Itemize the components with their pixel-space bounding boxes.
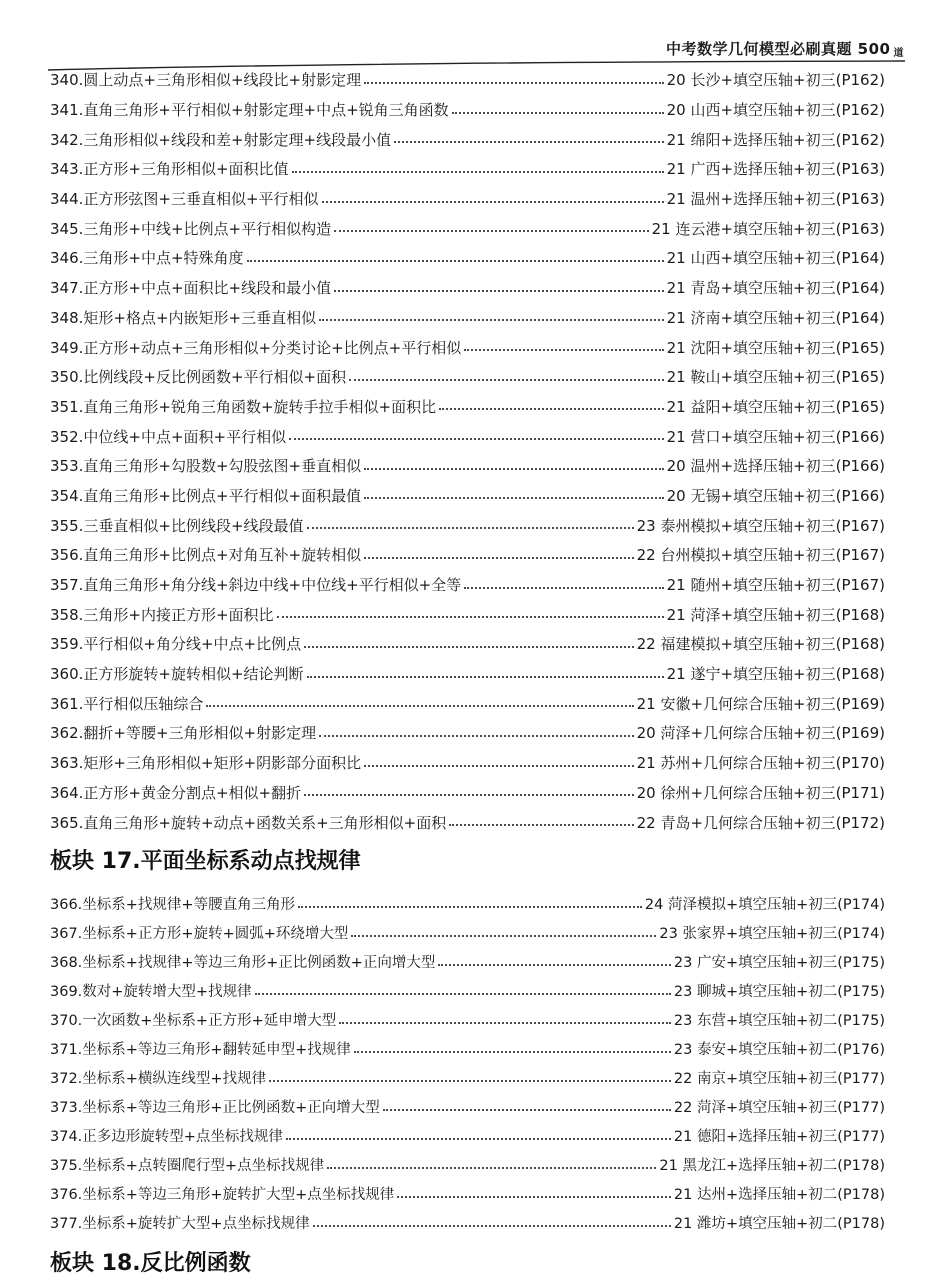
dot-leader <box>397 1196 671 1198</box>
toc-entry-source: 23 泰州模拟+填空压轴+初三(P167) <box>636 516 885 535</box>
dot-leader <box>307 676 664 678</box>
dot-leader <box>286 1138 671 1140</box>
toc-entry-source: 22 福建模拟+填空压轴+初三(P168) <box>636 635 885 654</box>
toc-entry-title: 342.三角形相似+线段和差+射影定理+线段最小值 <box>50 130 392 149</box>
toc-entry-source: 20 温州+选择压轴+初三(P166) <box>666 457 885 476</box>
dot-leader <box>319 735 634 737</box>
toc-entry-title: 373.坐标系+等边三角形+正比例函数+正向增大型 <box>50 1100 380 1116</box>
toc-entry <box>50 599 885 629</box>
toc-entry-title: 345.三角形+中线+比例点+平行相似构造 <box>50 219 332 238</box>
toc-entry-title: 352.中位线+中点+面积+平行相似 <box>50 427 287 446</box>
dot-leader <box>464 587 663 589</box>
toc-entry-source: 20 徐州+几何综合压轴+初三(P171) <box>636 783 885 802</box>
toc-entry-title: 358.三角形+内接正方形+面积比 <box>50 605 274 624</box>
toc-entry-source: 23 泰安+填空压轴+初二(P176) <box>673 1042 885 1058</box>
toc-entry-source: 21 德阳+选择压轴+初三(P177) <box>673 1129 885 1145</box>
toc-entry-source: 22 台州模拟+填空压轴+初三(P167) <box>636 546 885 565</box>
toc-entry <box>50 1150 885 1179</box>
dot-leader <box>327 1167 656 1169</box>
toc-entry-title: 359.平行相似+角分线+中点+比例点 <box>50 635 302 654</box>
toc-entry-source: 20 菏泽+几何综合压轴+初三(P169) <box>636 724 885 743</box>
dot-leader <box>349 379 664 381</box>
toc-entry <box>50 918 885 947</box>
toc-entry-source: 23 张家界+填空压轴+初三(P174) <box>659 926 885 942</box>
dot-leader <box>307 527 634 529</box>
dot-leader <box>289 438 664 440</box>
dot-leader <box>206 705 633 707</box>
dot-leader <box>269 1080 671 1082</box>
toc-entry-title: 357.直角三角形+角分线+斜边中线+中位线+平行相似+全等 <box>50 576 462 595</box>
dot-leader <box>364 82 664 84</box>
toc-entry <box>50 243 885 273</box>
toc-entry <box>50 451 885 481</box>
toc-entry <box>50 184 885 214</box>
toc-list-section-16 <box>50 65 885 837</box>
toc-entry-source: 20 无锡+填空压轴+初三(P166) <box>666 486 885 505</box>
toc-entry-source: 21 黑龙江+选择压轴+初二(P178) <box>659 1158 885 1174</box>
toc-entry <box>50 540 885 570</box>
toc-entry-source: 20 长沙+填空压轴+初三(P162) <box>666 71 885 90</box>
toc-entry-source: 22 菏泽+填空压轴+初三(P177) <box>673 1100 885 1116</box>
dot-leader <box>334 230 649 232</box>
toc-entry <box>50 362 885 392</box>
toc-entry-title: 341.直角三角形+平行相似+射影定理+中点+锐角三角函数 <box>50 101 449 120</box>
toc-entry-title: 364.正方形+黄金分割点+相似+翻折 <box>50 783 302 802</box>
toc-entry <box>50 1092 885 1121</box>
dot-leader <box>334 290 664 292</box>
toc-entry <box>50 718 885 748</box>
toc-entry-title: 348.矩形+格点+内嵌矩形+三垂直相似 <box>50 308 317 327</box>
toc-entry <box>50 629 885 659</box>
toc-entry-title: 369.数对+旋转增大型+找规律 <box>50 984 252 1000</box>
toc-entry-title: 377.坐标系+旋转扩大型+点坐标找规律 <box>50 1216 310 1232</box>
dot-leader <box>319 319 664 321</box>
dot-leader <box>313 1225 671 1227</box>
dot-leader <box>351 935 656 937</box>
dot-leader <box>464 349 663 351</box>
toc-entry-source: 21 遂宁+填空压轴+初三(P168) <box>666 665 885 684</box>
toc-entry-source: 21 连云港+填空压轴+初三(P163) <box>651 219 885 238</box>
toc-entry <box>50 1121 885 1150</box>
toc-entry-source: 22 青岛+几何综合压轴+初三(P172) <box>636 813 885 832</box>
toc-entry <box>50 1208 885 1237</box>
toc-entry <box>50 95 885 125</box>
toc-entry-source: 20 山西+填空压轴+初三(P162) <box>666 101 885 120</box>
toc-entry-title: 366.坐标系+找规律+等腰直角三角形 <box>50 897 296 913</box>
toc-entry <box>50 1179 885 1208</box>
toc-entry-source: 23 广安+填空压轴+初三(P175) <box>673 955 885 971</box>
toc-entry-source: 21 绵阳+选择压轴+初三(P162) <box>666 130 885 149</box>
dot-leader <box>364 557 634 559</box>
dot-leader <box>452 112 664 114</box>
dot-leader <box>394 141 664 143</box>
toc-entry <box>50 510 885 540</box>
toc-entry <box>50 748 885 778</box>
dot-leader <box>255 993 671 995</box>
dot-leader <box>364 765 634 767</box>
toc-entry-source: 21 温州+选择压轴+初三(P163) <box>666 190 885 209</box>
dot-leader <box>449 824 633 826</box>
toc-entry-source: 21 潍坊+填空压轴+初二(P178) <box>673 1216 885 1232</box>
dot-leader <box>247 260 664 262</box>
section-heading-17: 板块 17.平面坐标系动点找规律 <box>50 849 361 874</box>
toc-entry-title: 340.圆上动点+三角形相似+线段比+射影定理 <box>50 71 362 90</box>
toc-entry <box>50 947 885 976</box>
toc-entry-title: 374.正多边形旋转型+点坐标找规律 <box>50 1129 283 1145</box>
toc-entry-title: 360.正方形旋转+旋转相似+结论判断 <box>50 665 304 684</box>
toc-entry-title: 350.比例线段+反比例函数+平行相似+面积 <box>50 368 347 387</box>
toc-entry-title: 356.直角三角形+比例点+对角互补+旋转相似 <box>50 546 362 565</box>
toc-entry <box>50 421 885 451</box>
toc-entry-title: 354.直角三角形+比例点+平行相似+面积最值 <box>50 486 362 505</box>
toc-entry-source: 21 广西+选择压轴+初三(P163) <box>666 160 885 179</box>
toc-entry-source: 21 益阳+填空压轴+初三(P165) <box>666 397 885 416</box>
dot-leader <box>439 408 664 410</box>
toc-entry-title: 372.坐标系+横纵连线型+找规律 <box>50 1071 267 1087</box>
toc-entry-title: 363.矩形+三角形相似+矩形+阴影部分面积比 <box>50 754 362 773</box>
toc-entry-source: 21 鞍山+填空压轴+初三(P165) <box>666 368 885 387</box>
running-header <box>666 38 904 59</box>
dot-leader <box>364 497 664 499</box>
toc-entry <box>50 273 885 303</box>
toc-entry-title: 370.一次函数+坐标系+正方形+延申增大型 <box>50 1013 337 1029</box>
dot-leader <box>322 201 664 203</box>
toc-entry-title: 344.正方形弦图+三垂直相似+平行相似 <box>50 190 319 209</box>
toc-entry-source: 21 山西+填空压轴+初三(P164) <box>666 249 885 268</box>
toc-entry-source: 21 达州+选择压轴+初二(P178) <box>673 1187 885 1203</box>
toc-entry <box>50 1034 885 1063</box>
toc-entry <box>50 392 885 422</box>
toc-entry-title: 355.三垂直相似+比例线段+线段最值 <box>50 516 304 535</box>
toc-entry-source: 21 营口+填空压轴+初三(P166) <box>666 427 885 446</box>
toc-entry-source: 21 菏泽+填空压轴+初三(P168) <box>666 605 885 624</box>
toc-entry-source: 23 聊城+填空压轴+初二(P175) <box>673 984 885 1000</box>
toc-entry-title: 349.正方形+动点+三角形相似+分类讨论+比例点+平行相似 <box>50 338 462 357</box>
dot-leader <box>277 616 664 618</box>
toc-entry <box>50 154 885 184</box>
toc-entry-title: 362.翻折+等腰+三角形相似+射影定理 <box>50 724 317 743</box>
toc-entry <box>50 213 885 243</box>
toc-entry-source: 21 安徽+几何综合压轴+初三(P169) <box>636 694 885 713</box>
toc-entry-title: 371.坐标系+等边三角形+翻转延申型+找规律 <box>50 1042 351 1058</box>
dot-leader <box>339 1022 671 1024</box>
toc-entry-source: 21 苏州+几何综合压轴+初三(P170) <box>636 754 885 773</box>
toc-entry <box>50 1063 885 1092</box>
dot-leader <box>364 468 664 470</box>
dot-leader <box>304 794 634 796</box>
dot-leader <box>438 964 671 966</box>
toc-entry-source: 24 菏泽模拟+填空压轴+初三(P174) <box>644 897 885 913</box>
toc-entry <box>50 889 885 918</box>
toc-entry-title: 353.直角三角形+勾股数+勾股弦图+垂直相似 <box>50 457 362 476</box>
toc-entry-title: 361.平行相似压轴综合 <box>50 694 204 713</box>
toc-entry <box>50 481 885 511</box>
toc-entry-title: 343.正方形+三角形相似+面积比值 <box>50 160 289 179</box>
toc-entry <box>50 65 885 95</box>
dot-leader <box>304 646 634 648</box>
toc-entry-source: 21 济南+填空压轴+初三(P164) <box>666 308 885 327</box>
toc-entry-source: 21 青岛+填空压轴+初三(P164) <box>666 279 885 298</box>
toc-entry <box>50 659 885 689</box>
toc-entry-source: 22 南京+填空压轴+初三(P177) <box>673 1071 885 1087</box>
toc-entry-title: 365.直角三角形+旋转+动点+函数关系+三角形相似+面积 <box>50 813 447 832</box>
toc-entry-source: 21 随州+填空压轴+初三(P167) <box>666 576 885 595</box>
dot-leader <box>354 1051 671 1053</box>
toc-entry-title: 367.坐标系+正方形+旋转+圆弧+环绕增大型 <box>50 926 349 942</box>
toc-entry <box>50 1005 885 1034</box>
toc-entry-title: 346.三角形+中点+特殊角度 <box>50 249 244 268</box>
running-header-title: 中考数学几何模型必刷真题 500 <box>665 40 891 58</box>
toc-entry <box>50 807 885 837</box>
running-header-suffix: 道 <box>893 48 904 59</box>
toc-entry <box>50 976 885 1005</box>
toc-entry <box>50 778 885 808</box>
toc-entry-title: 375.坐标系+点转圈爬行型+点坐标找规律 <box>50 1158 325 1174</box>
toc-entry-source: 21 沈阳+填空压轴+初三(P165) <box>666 338 885 357</box>
toc-entry <box>50 332 885 362</box>
toc-entry-title: 376.坐标系+等边三角形+旋转扩大型+点坐标找规律 <box>50 1187 395 1203</box>
dot-leader <box>383 1109 671 1111</box>
toc-entry <box>50 303 885 333</box>
toc-entry-title: 368.坐标系+找规律+等边三角形+正比例函数+正向增大型 <box>50 955 436 971</box>
toc-list-section-17 <box>50 889 885 1237</box>
toc-entry <box>50 570 885 600</box>
toc-entry-title: 351.直角三角形+锐角三角函数+旋转手拉手相似+面积比 <box>50 397 437 416</box>
dot-leader <box>298 906 642 908</box>
section-heading-18: 板块 18.反比例函数 <box>50 1251 251 1276</box>
toc-entry <box>50 124 885 154</box>
dot-leader <box>292 171 664 173</box>
toc-entry <box>50 688 885 718</box>
toc-entry-title: 347.正方形+中点+面积比+线段和最小值 <box>50 279 332 298</box>
toc-entry-source: 23 东营+填空压轴+初二(P175) <box>673 1013 885 1029</box>
